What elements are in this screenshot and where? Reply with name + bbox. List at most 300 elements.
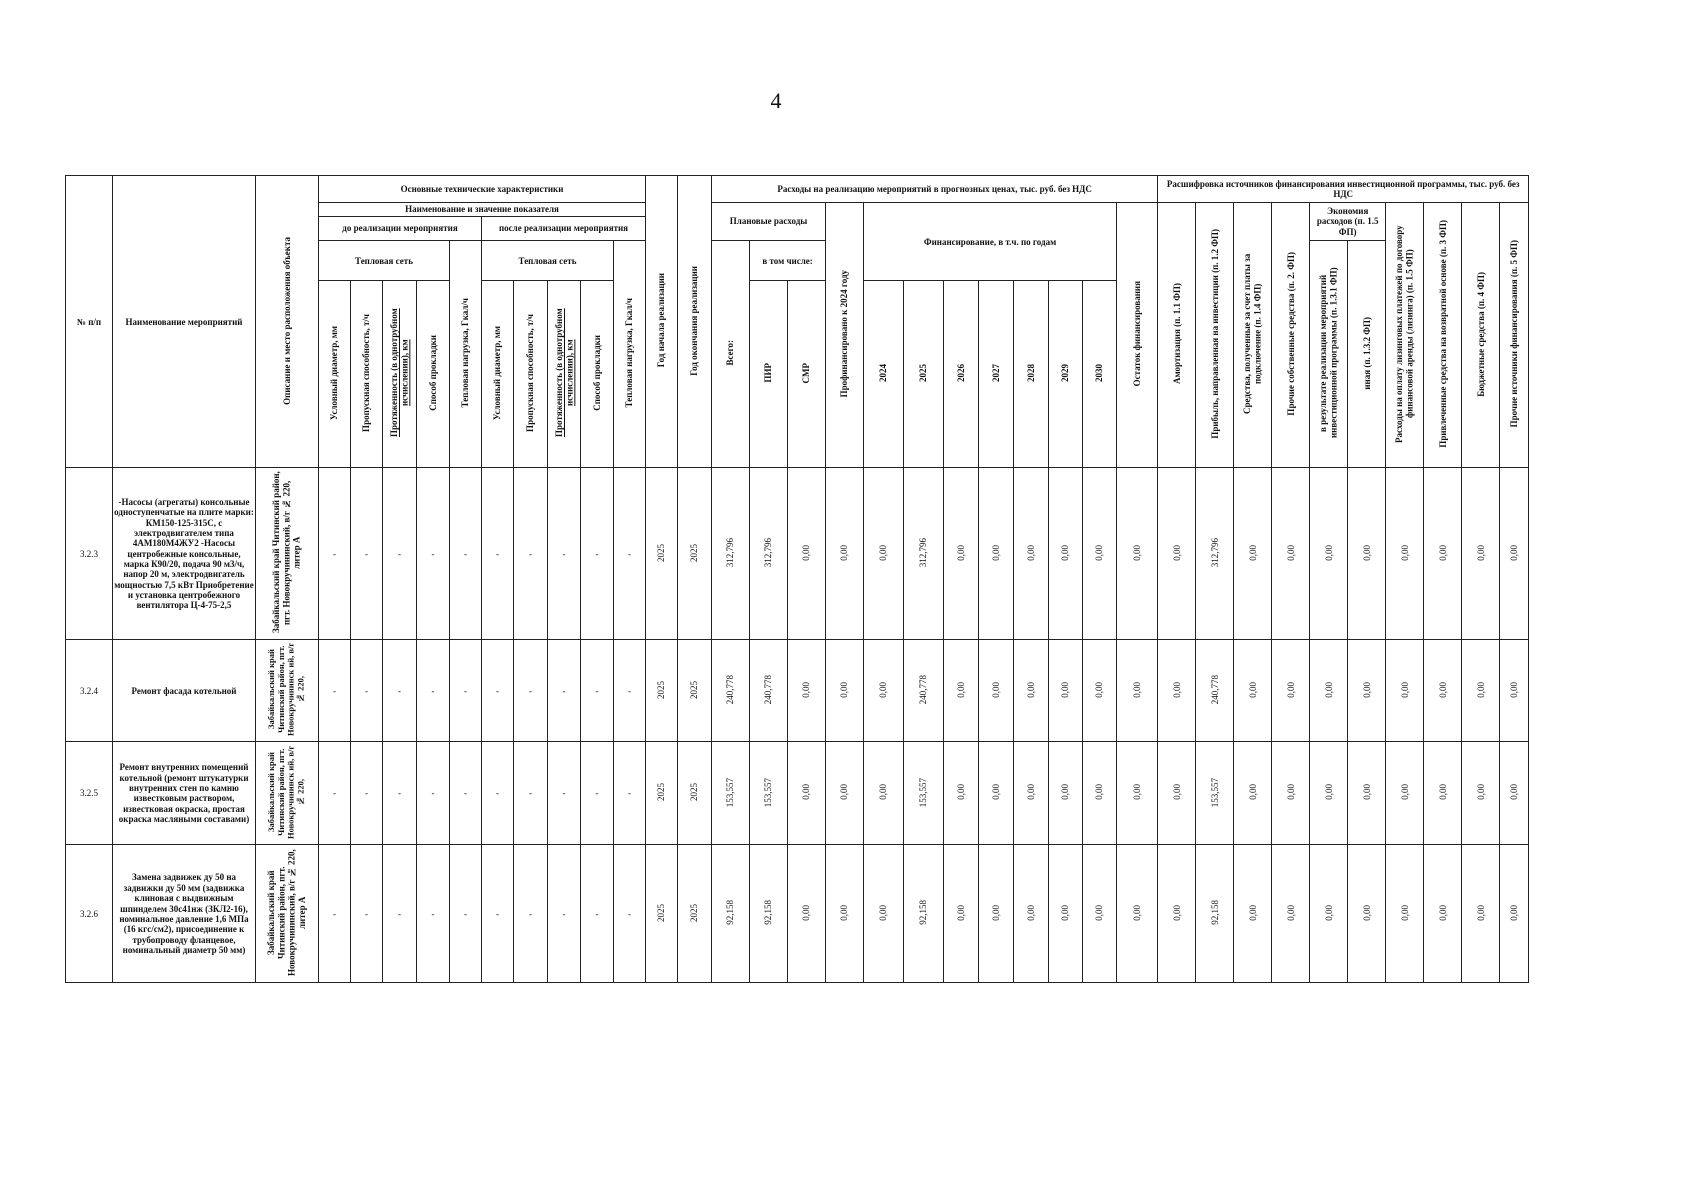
cell-value: 0,00 <box>1399 544 1410 561</box>
cell-value: 0,00 <box>1131 904 1142 921</box>
header-diameter-after <box>482 281 514 468</box>
cell <box>712 640 750 742</box>
cell-value: 0,00 <box>955 784 966 801</box>
cell: - <box>383 640 417 742</box>
header-amort <box>1158 203 1196 468</box>
header-sources: Расшифровка источников финансирования инвестиционной программы, тыс. руб. без НДС <box>1158 176 1529 203</box>
header-year-2027 <box>979 281 1014 468</box>
cell: - <box>482 468 514 640</box>
row-num: 3.2.4 <box>66 640 113 742</box>
header-remainder <box>1117 203 1158 468</box>
cell-value: 0,00 <box>1060 544 1071 561</box>
header-total <box>712 241 750 468</box>
investment-table <box>65 175 1529 983</box>
header-load-after <box>614 241 646 468</box>
cell <box>678 640 712 742</box>
cell <box>979 742 1014 845</box>
cell <box>788 468 826 640</box>
cell <box>788 640 826 742</box>
cell-value: 0,00 <box>1323 681 1334 698</box>
header-year-start-text: Год начала реализации <box>656 273 667 368</box>
row-location-text: Забайкальский край Читинский район, пгт. Новокручининск ий, в/г № 220, <box>266 745 306 839</box>
cell <box>788 742 826 845</box>
cell-value: 312,796 <box>763 538 774 568</box>
cell-value: 0,00 <box>990 681 1001 698</box>
cell-value: 0,00 <box>1437 784 1448 801</box>
header-smr-text: СМР <box>801 362 812 384</box>
cell <box>1348 640 1386 742</box>
cell <box>1272 845 1310 983</box>
cell <box>788 845 826 983</box>
cell-value: 92,158 <box>763 900 774 926</box>
header-profit <box>1196 203 1234 468</box>
cell <box>750 640 788 742</box>
header-load-after-text: Тепловая нагрузка, Гкал/ч <box>624 298 635 408</box>
cell <box>1310 640 1348 742</box>
cell: - <box>351 845 383 983</box>
header-prefinanced-text: Профинансировано к 2024 году <box>839 270 850 398</box>
cell: - <box>581 640 614 742</box>
cell-value: 0,00 <box>1247 904 1258 921</box>
cell <box>678 845 712 983</box>
cell <box>646 742 678 845</box>
row-location-text: Забайкальский край Читинский район, пгт. Новокручининск ий, в/г № 220, <box>266 643 306 737</box>
cell: - <box>417 742 450 845</box>
cell <box>944 640 979 742</box>
header-econ-other-text: иная (п. 1.3.2 ФП) <box>1361 316 1372 390</box>
cell <box>646 640 678 742</box>
header-year-2029 <box>1049 281 1083 468</box>
cell: - <box>548 845 581 983</box>
cell <box>646 845 678 983</box>
header-capacity-after-text: Пропускная способность, т/ч <box>525 314 536 433</box>
cell-value: 0,00 <box>955 544 966 561</box>
header-after: после реализации мероприятия <box>482 217 646 241</box>
row-name: Ремонт фасада котельной <box>113 640 256 742</box>
cell-value: 312,796 <box>1209 538 1220 568</box>
cell: - <box>581 845 614 983</box>
cell-value: 240,778 <box>1209 675 1220 705</box>
header-year-2026 <box>944 281 979 468</box>
cell-value: 0,00 <box>1247 784 1258 801</box>
header-other-sources-text: Прочие источники финансирования (п. 5 ФП) <box>1509 240 1520 428</box>
cell <box>678 468 712 640</box>
cell <box>1117 742 1158 845</box>
cell <box>826 845 864 983</box>
cell-value: 0,00 <box>1361 904 1372 921</box>
header-econ-other <box>1348 241 1386 468</box>
cell <box>1272 640 1310 742</box>
cell-value: 312,796 <box>725 538 736 568</box>
cell-value: 0,00 <box>839 904 850 921</box>
cell <box>1386 845 1424 983</box>
cell-value: 0,00 <box>1285 784 1296 801</box>
header-load-before <box>450 241 482 468</box>
header-year-end-text: Год окончания реализации <box>689 265 700 376</box>
cell <box>1014 845 1049 983</box>
row-name: Замена задвижек ду 50 на задвижки ду 50 мм (задвижка клиновая с выдвижным шпинделем 30с41нж (ЗКЛ2-16), номинальное давление 1,6 МПа (16 кгс/см2), присоединение к трубопроводу фланцевое, номинальный диаметр 50 мм) <box>113 845 256 983</box>
header-other-sources <box>1500 203 1529 468</box>
header-connection-text: Средства, полученные за счет платы за подключение (п. 1.4 ФП) <box>1242 253 1263 415</box>
cell <box>826 742 864 845</box>
header-diameter-before <box>319 281 351 468</box>
cell-value: 0,00 <box>1509 904 1520 921</box>
cell: - <box>514 640 548 742</box>
cell <box>1310 845 1348 983</box>
cell: - <box>514 468 548 640</box>
cell <box>904 845 944 983</box>
header-num: № п/п <box>66 176 113 468</box>
cell-value: 2025 <box>689 680 700 699</box>
cell-value: 0,00 <box>801 544 812 561</box>
cell <box>979 845 1014 983</box>
cell-value: 2025 <box>689 903 700 922</box>
cell: - <box>351 640 383 742</box>
cell <box>1462 742 1500 845</box>
cell: - <box>351 468 383 640</box>
cell <box>1462 845 1500 983</box>
cell <box>646 468 678 640</box>
cell <box>1158 640 1196 742</box>
cell <box>1049 640 1083 742</box>
cell: - <box>383 742 417 845</box>
header-econ-result-text: в результате реализации мероприятий инвестиционной программы (п. 1.3.1 ФП) <box>1318 267 1339 439</box>
cell <box>826 468 864 640</box>
cell: - <box>581 468 614 640</box>
cell <box>750 845 788 983</box>
header-year-2026-text: 2026 <box>955 364 966 383</box>
cell <box>1424 640 1462 742</box>
cell-value: 0,00 <box>878 784 889 801</box>
cell: - <box>482 742 514 845</box>
cell: - <box>482 640 514 742</box>
cell <box>1014 742 1049 845</box>
cell <box>944 845 979 983</box>
header-load-before-text: Тепловая нагрузка, Гкал/ч <box>460 298 471 408</box>
header-leasing <box>1386 203 1424 468</box>
header-year-end <box>678 176 712 468</box>
cell: - <box>614 742 646 845</box>
cell-value: 0,00 <box>1475 784 1486 801</box>
cell <box>1310 742 1348 845</box>
cell: - <box>450 845 482 983</box>
header-capacity-after <box>514 281 548 468</box>
cell <box>1158 845 1196 983</box>
header-own <box>1272 203 1310 468</box>
row-location <box>256 742 319 845</box>
cell-value: 0,00 <box>1399 904 1410 921</box>
cell <box>1158 742 1196 845</box>
cell-value: 153,557 <box>918 777 929 807</box>
cell-value: 0,00 <box>839 544 850 561</box>
cell <box>712 742 750 845</box>
cell-value: 2025 <box>689 543 700 562</box>
cell: - <box>351 742 383 845</box>
cell <box>979 640 1014 742</box>
row-num: 3.2.6 <box>66 845 113 983</box>
cell-value: 0,00 <box>801 784 812 801</box>
cell: - <box>614 640 646 742</box>
cell: - <box>319 468 351 640</box>
cell <box>678 742 712 845</box>
cell-value: 0,00 <box>1131 681 1142 698</box>
cell-value: 92,158 <box>918 900 929 926</box>
header-total-text: Всего: <box>725 340 736 366</box>
cell <box>750 742 788 845</box>
cell <box>1462 468 1500 640</box>
cell <box>1196 640 1234 742</box>
row-location-text: Забайкальский край Читинский район, пгт. Новокручининский, в/г № 220, литер А <box>271 471 303 634</box>
cell-value: 0,00 <box>1025 544 1036 561</box>
row-name: Ремонт внутренних помещений котельной (ремонт штукатурки внутренних стен по камню известковым раствором, известковая окраска, простая окраска масляными составами) <box>113 742 256 845</box>
header-year-2028-text: 2028 <box>1025 364 1036 383</box>
header-smr <box>788 281 826 468</box>
cell <box>1083 845 1117 983</box>
cell-value: 0,00 <box>1025 904 1036 921</box>
table-row <box>66 468 1529 640</box>
row-location <box>256 640 319 742</box>
cell <box>1272 742 1310 845</box>
cell <box>712 468 750 640</box>
cell <box>1386 742 1424 845</box>
cell-value: 240,778 <box>918 675 929 705</box>
header-own-text: Прочие собственные средства (п. 2. ФП) <box>1285 252 1296 416</box>
cell: - <box>450 640 482 742</box>
header-location <box>256 176 319 468</box>
cell-value: 153,557 <box>725 777 736 807</box>
cell-value: 0,00 <box>1060 904 1071 921</box>
header-capacity-before-text: Пропускная способность, т/ч <box>361 314 372 433</box>
cell-value: 0,00 <box>1475 681 1486 698</box>
cell-value: 0,00 <box>878 681 889 698</box>
cell-value: 0,00 <box>1131 784 1142 801</box>
header-heat-net-after: Тепловая сеть <box>482 241 614 281</box>
cell-value: 92,158 <box>1209 900 1220 926</box>
cell <box>1196 468 1234 640</box>
header-capacity-before <box>351 281 383 468</box>
cell-value: 0,00 <box>1094 544 1105 561</box>
table-row <box>66 640 1529 742</box>
cell-value: 0,00 <box>801 681 812 698</box>
cell <box>1049 742 1083 845</box>
cell: - <box>614 845 646 983</box>
cell <box>1158 468 1196 640</box>
cell <box>1500 640 1529 742</box>
header-amort-text: Амортизация (п. 1.1 ФП) <box>1171 283 1182 385</box>
cell-value: 0,00 <box>1437 544 1448 561</box>
header-remainder-text: Остаток финансирования <box>1131 281 1142 387</box>
cell-value: 0,00 <box>1285 544 1296 561</box>
cell-value: 0,00 <box>1171 784 1182 801</box>
header-before: до реализации мероприятия <box>319 217 482 241</box>
header-financing: Финансирование, в т.ч. по годам <box>864 203 1117 281</box>
header-year-start <box>646 176 678 468</box>
page-number: 4 <box>770 88 782 113</box>
header-profit-text: Прибыль, направленная на инвестиции (п. 1.2 ФП) <box>1209 229 1220 439</box>
cell-value: 0,00 <box>1361 784 1372 801</box>
cell-value: 0,00 <box>1094 784 1105 801</box>
header-year-2030-text: 2030 <box>1094 364 1105 383</box>
header-diameter-after-text: Условный диаметр, мм <box>492 326 503 421</box>
table-row <box>66 742 1529 845</box>
header-year-2024 <box>864 281 904 468</box>
cell-value: 0,00 <box>839 784 850 801</box>
cell-value: 0,00 <box>1131 544 1142 561</box>
row-num: 3.2.5 <box>66 742 113 845</box>
cell <box>1234 468 1272 640</box>
cell: - <box>417 468 450 640</box>
cell <box>864 640 904 742</box>
header-year-2025 <box>904 281 944 468</box>
header-budget-text: Бюджетные средства (п. 4 ФП) <box>1475 271 1486 397</box>
header-name: Наименование мероприятий <box>113 176 256 468</box>
row-location-text: Забайкальский край Читинский район, пгт. Новокручининский, в/г № 220, литер А <box>266 849 308 977</box>
cell: - <box>548 742 581 845</box>
header-length-before <box>383 281 417 468</box>
cell-value: 0,00 <box>1399 784 1410 801</box>
cell <box>944 468 979 640</box>
cell-value: 0,00 <box>1285 904 1296 921</box>
cell <box>864 468 904 640</box>
cell <box>944 742 979 845</box>
header-prefinanced <box>826 203 864 468</box>
cell-value: 0,00 <box>1060 784 1071 801</box>
cell <box>1049 845 1083 983</box>
cell-value: 0,00 <box>990 904 1001 921</box>
cell-value: 0,00 <box>1247 681 1258 698</box>
cell-value: 0,00 <box>1361 681 1372 698</box>
header-incl: в том числе: <box>750 241 826 281</box>
cell <box>1083 468 1117 640</box>
cell <box>904 640 944 742</box>
cell <box>1272 468 1310 640</box>
cell <box>979 468 1014 640</box>
cell-value: 0,00 <box>1171 681 1182 698</box>
cell <box>1234 845 1272 983</box>
header-pir <box>750 281 788 468</box>
cell-value: 0,00 <box>955 904 966 921</box>
cell-value: 0,00 <box>1094 904 1105 921</box>
cell: - <box>417 845 450 983</box>
header-year-2028 <box>1014 281 1049 468</box>
cell <box>1462 640 1500 742</box>
cell-value: 312,796 <box>918 538 929 568</box>
cell: - <box>319 742 351 845</box>
cell <box>1310 468 1348 640</box>
cell <box>1424 845 1462 983</box>
cell <box>1348 468 1386 640</box>
cell-value: 0,00 <box>1509 544 1520 561</box>
cell: - <box>450 468 482 640</box>
header-year-2027-text: 2027 <box>990 364 1001 383</box>
cell-value: 0,00 <box>1094 681 1105 698</box>
cell: - <box>548 468 581 640</box>
header-diameter-before-text: Условный диаметр, мм <box>329 326 340 421</box>
cell: - <box>319 845 351 983</box>
cell-value: 92,158 <box>725 900 736 926</box>
header-laying-before <box>417 281 450 468</box>
cell-value: 0,00 <box>1509 784 1520 801</box>
cell-value: 0,00 <box>1437 904 1448 921</box>
cell-value: 0,00 <box>1509 681 1520 698</box>
header-borrowed <box>1424 203 1462 468</box>
cell-value: 0,00 <box>1060 681 1071 698</box>
header-length-after <box>548 281 581 468</box>
cell-value: 2025 <box>656 680 667 699</box>
cell-value: 0,00 <box>1437 681 1448 698</box>
row-location <box>256 845 319 983</box>
cell-value: 0,00 <box>878 904 889 921</box>
cell-value: 0,00 <box>1323 544 1334 561</box>
cell <box>1083 640 1117 742</box>
cell <box>1500 468 1529 640</box>
header-heat-net-before: Тепловая сеть <box>319 241 450 281</box>
cell-value: 0,00 <box>1025 681 1036 698</box>
header-econ-result <box>1310 241 1348 468</box>
cell-value: 0,00 <box>1171 544 1182 561</box>
cell-value: 0,00 <box>990 784 1001 801</box>
header-laying-after-text: Способ прокладки <box>591 335 602 412</box>
table-row <box>66 845 1529 983</box>
cell-value: 240,778 <box>725 675 736 705</box>
cell: - <box>514 742 548 845</box>
cell-value: 0,00 <box>1323 904 1334 921</box>
header-location-text: Описание и место расположения объекта <box>281 236 292 405</box>
header-expenses: Расходы на реализацию мероприятий в прогнозных ценах, тыс. руб. без НДС <box>712 176 1158 203</box>
cell <box>864 845 904 983</box>
cell-value: 0,00 <box>839 681 850 698</box>
cell-value: 0,00 <box>1399 681 1410 698</box>
header-length-before-text: Протяженность (в однотрубном исчислении), км <box>389 308 410 438</box>
cell <box>712 845 750 983</box>
row-location <box>256 468 319 640</box>
cell <box>1014 640 1049 742</box>
cell-value: 2025 <box>689 783 700 802</box>
cell <box>1234 742 1272 845</box>
cell <box>826 640 864 742</box>
cell <box>1386 468 1424 640</box>
cell: - <box>383 468 417 640</box>
cell-value: 153,557 <box>763 777 774 807</box>
cell <box>1424 742 1462 845</box>
header-budget <box>1462 203 1500 468</box>
cell: - <box>614 468 646 640</box>
cell-value: 0,00 <box>1475 544 1486 561</box>
header-leasing-text: Расходы на оплату лизинговых платежей по договору финансовой аренды (лизинга) (п. 1.5 ФП) <box>1394 225 1415 443</box>
cell-value: 0,00 <box>955 681 966 698</box>
header-pir-text: ПИР <box>763 363 774 383</box>
cell-value: 0,00 <box>1475 904 1486 921</box>
header-year-2024-text: 2024 <box>878 364 889 383</box>
cell <box>1500 845 1529 983</box>
cell-value: 0,00 <box>1361 544 1372 561</box>
cell <box>1234 640 1272 742</box>
cell <box>1196 742 1234 845</box>
header-connection <box>1234 203 1272 468</box>
cell <box>1049 468 1083 640</box>
header-laying-after <box>581 281 614 468</box>
cell: - <box>450 742 482 845</box>
header-borrowed-text: Привлеченные средства на возвратной основе (п. 3 ФП) <box>1437 220 1448 448</box>
cell-value: 153,557 <box>1209 777 1220 807</box>
cell <box>1500 742 1529 845</box>
cell <box>864 742 904 845</box>
cell: - <box>383 845 417 983</box>
cell-value: 2025 <box>656 543 667 562</box>
header-year-2025-text: 2025 <box>918 364 929 383</box>
cell: - <box>417 640 450 742</box>
cell-value: 0,00 <box>990 544 1001 561</box>
